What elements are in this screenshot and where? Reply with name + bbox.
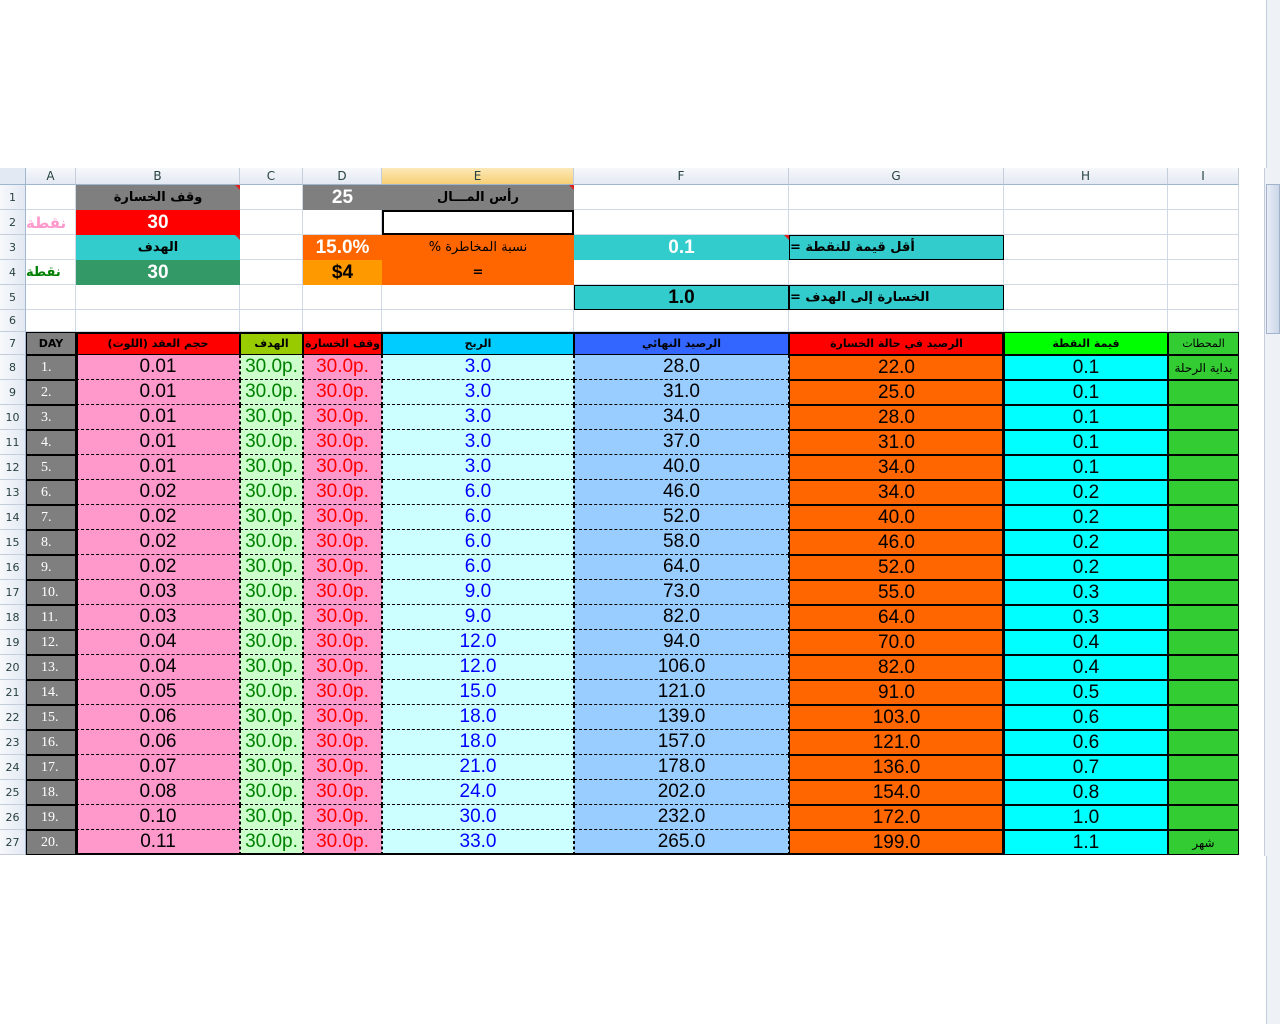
column-header-c[interactable]: C xyxy=(240,168,303,185)
profit-cell[interactable]: 3.0 xyxy=(382,355,574,380)
loss-balance-cell[interactable]: 70.0 xyxy=(789,630,1004,655)
point-value-cell[interactable]: 0.5 xyxy=(1004,680,1168,705)
loss-balance-cell[interactable]: 82.0 xyxy=(789,655,1004,680)
lot-size-cell[interactable]: 0.02 xyxy=(76,555,240,580)
target-label: الهدف xyxy=(76,235,240,260)
lot-size-cell[interactable]: 0.02 xyxy=(76,530,240,555)
row-header-26[interactable]: 26 xyxy=(0,805,26,830)
loss-balance-cell[interactable]: 52.0 xyxy=(789,555,1004,580)
day-cell[interactable]: 14. xyxy=(26,680,76,705)
grid-cell[interactable] xyxy=(303,285,382,310)
stop-loss-cell[interactable]: 30.0p. xyxy=(303,555,382,580)
lot-size-cell[interactable]: 0.08 xyxy=(76,780,240,805)
loss-balance-cell[interactable]: 136.0 xyxy=(789,755,1004,780)
grid-cell[interactable] xyxy=(1168,260,1239,285)
day-cell[interactable]: 2. xyxy=(26,380,76,405)
stop-loss-cell[interactable]: 30.0p. xyxy=(303,680,382,705)
stop-loss-cell[interactable]: 30.0p. xyxy=(303,780,382,805)
station-cell[interactable] xyxy=(1168,380,1239,405)
column-header-f[interactable]: F xyxy=(574,168,789,185)
target-cell[interactable]: 30.0p. xyxy=(240,580,303,605)
day-cell[interactable]: 15. xyxy=(26,705,76,730)
lot-size-cell[interactable]: 0.01 xyxy=(76,430,240,455)
lot-size-cell[interactable]: 0.06 xyxy=(76,730,240,755)
station-cell[interactable] xyxy=(1168,780,1239,805)
loss-balance-cell[interactable]: 199.0 xyxy=(789,830,1004,855)
day-cell[interactable]: 10. xyxy=(26,580,76,605)
profit-cell[interactable]: 24.0 xyxy=(382,780,574,805)
profit-cell[interactable]: 3.0 xyxy=(382,455,574,480)
grid-cell[interactable] xyxy=(1004,285,1168,310)
final-balance-cell[interactable]: 157.0 xyxy=(574,730,789,755)
profit-cell[interactable]: 33.0 xyxy=(382,830,574,855)
grid-cell[interactable] xyxy=(1168,185,1239,210)
grid-cell[interactable] xyxy=(240,260,303,285)
loss-balance-cell[interactable]: 103.0 xyxy=(789,705,1004,730)
min-point-value: 0.1 xyxy=(574,235,789,260)
stop-loss-cell[interactable]: 30.0p. xyxy=(303,755,382,780)
station-cell[interactable] xyxy=(1168,655,1239,680)
final-balance-cell[interactable]: 34.0 xyxy=(574,405,789,430)
target-points-input[interactable]: 30 xyxy=(76,260,240,285)
point-value-cell[interactable]: 0.4 xyxy=(1004,655,1168,680)
target-cell[interactable]: 30.0p. xyxy=(240,630,303,655)
final-balance-cell[interactable]: 265.0 xyxy=(574,830,789,855)
profit-cell[interactable]: 12.0 xyxy=(382,655,574,680)
loss-balance-cell[interactable]: 34.0 xyxy=(789,480,1004,505)
target-cell[interactable]: 30.0p. xyxy=(240,605,303,630)
day-cell[interactable]: 18. xyxy=(26,780,76,805)
loss-balance-cell[interactable]: 31.0 xyxy=(789,430,1004,455)
profit-cell[interactable]: 3.0 xyxy=(382,405,574,430)
station-cell[interactable] xyxy=(1168,405,1239,430)
day-cell[interactable]: 17. xyxy=(26,755,76,780)
final-balance-cell[interactable]: 121.0 xyxy=(574,680,789,705)
row-header-5[interactable]: 5 xyxy=(0,285,26,310)
day-cell[interactable]: 9. xyxy=(26,555,76,580)
point-value-cell[interactable]: 0.6 xyxy=(1004,705,1168,730)
station-cell[interactable] xyxy=(1168,680,1239,705)
row-header-20[interactable]: 20 xyxy=(0,655,26,680)
grid-cell[interactable] xyxy=(574,185,789,210)
profit-cell[interactable]: 18.0 xyxy=(382,730,574,755)
column-header-b[interactable]: B xyxy=(76,168,240,185)
target-cell[interactable]: 30.0p. xyxy=(240,405,303,430)
row-header-19[interactable]: 19 xyxy=(0,630,26,655)
profit-cell[interactable]: 6.0 xyxy=(382,555,574,580)
lot-size-cell[interactable]: 0.02 xyxy=(76,480,240,505)
loss-balance-cell[interactable]: 25.0 xyxy=(789,380,1004,405)
row-header-12[interactable]: 12 xyxy=(0,455,26,480)
profit-cell[interactable]: 12.0 xyxy=(382,630,574,655)
profit-cell[interactable]: 9.0 xyxy=(382,580,574,605)
day-cell[interactable]: 16. xyxy=(26,730,76,755)
grid-cell[interactable] xyxy=(303,310,382,332)
final-balance-cell[interactable]: 106.0 xyxy=(574,655,789,680)
target-cell[interactable]: 30.0p. xyxy=(240,380,303,405)
grid-cell[interactable] xyxy=(1168,310,1239,332)
final-balance-header: الرصيد النهائي xyxy=(574,332,789,355)
column-header-d[interactable]: D xyxy=(303,168,382,185)
station-cell[interactable] xyxy=(1168,580,1239,605)
stop-loss-cell[interactable]: 30.0p. xyxy=(303,355,382,380)
point-value-cell[interactable]: 0.7 xyxy=(1004,755,1168,780)
day-cell[interactable]: 3. xyxy=(26,405,76,430)
risk-percent-label: نسبة المخاطرة % xyxy=(382,235,574,260)
target-cell[interactable]: 30.0p. xyxy=(240,480,303,505)
stop-loss-header: وقف الخسارة xyxy=(303,332,382,355)
loss-balance-header: الرصيد في حالة الخسارة xyxy=(789,332,1004,355)
lot-size-cell[interactable]: 0.06 xyxy=(76,705,240,730)
stop-loss-cell[interactable]: 30.0p. xyxy=(303,530,382,555)
point-value-cell[interactable]: 0.4 xyxy=(1004,630,1168,655)
grid-cell[interactable] xyxy=(789,185,1004,210)
target-cell[interactable]: 30.0p. xyxy=(240,430,303,455)
loss-balance-cell[interactable]: 40.0 xyxy=(789,505,1004,530)
day-cell[interactable]: 11. xyxy=(26,605,76,630)
day-cell[interactable]: 13. xyxy=(26,655,76,680)
station-cell[interactable] xyxy=(1168,530,1239,555)
profit-cell[interactable]: 6.0 xyxy=(382,480,574,505)
day-cell[interactable]: 19. xyxy=(26,805,76,830)
target-cell[interactable]: 30.0p. xyxy=(240,455,303,480)
stop-loss-cell[interactable]: 30.0p. xyxy=(303,580,382,605)
stop-loss-cell[interactable]: 30.0p. xyxy=(303,805,382,830)
grid-cell[interactable] xyxy=(1168,210,1239,235)
profit-cell[interactable]: 9.0 xyxy=(382,605,574,630)
loss-balance-cell[interactable]: 22.0 xyxy=(789,355,1004,380)
point-value-cell[interactable]: 0.3 xyxy=(1004,605,1168,630)
select-all-corner[interactable] xyxy=(0,168,26,185)
profit-cell[interactable]: 21.0 xyxy=(382,755,574,780)
row-header-2[interactable]: 2 xyxy=(0,210,26,235)
grid-cell[interactable] xyxy=(26,185,76,210)
lot-size-cell[interactable]: 0.03 xyxy=(76,605,240,630)
grid-cell[interactable] xyxy=(1004,210,1168,235)
point-value-cell[interactable]: 0.1 xyxy=(1004,380,1168,405)
loss-balance-cell[interactable]: 64.0 xyxy=(789,605,1004,630)
column-header-g[interactable]: G xyxy=(789,168,1004,185)
loss-balance-cell[interactable]: 34.0 xyxy=(789,455,1004,480)
stop-loss-cell[interactable]: 30.0p. xyxy=(303,480,382,505)
day-header: DAY xyxy=(26,332,76,355)
station-cell[interactable] xyxy=(1168,430,1239,455)
final-balance-cell[interactable]: 31.0 xyxy=(574,380,789,405)
point-value-cell[interactable]: 0.1 xyxy=(1004,455,1168,480)
loss-balance-cell[interactable]: 46.0 xyxy=(789,530,1004,555)
profit-cell[interactable]: 15.0 xyxy=(382,680,574,705)
row-header-14[interactable]: 14 xyxy=(0,505,26,530)
row-header-23[interactable]: 23 xyxy=(0,730,26,755)
loss-balance-cell[interactable]: 91.0 xyxy=(789,680,1004,705)
profit-cell[interactable]: 18.0 xyxy=(382,705,574,730)
point-value-cell[interactable]: 0.1 xyxy=(1004,405,1168,430)
final-balance-cell[interactable]: 139.0 xyxy=(574,705,789,730)
row-header-27[interactable]: 27 xyxy=(0,830,26,855)
day-cell[interactable]: 20. xyxy=(26,830,76,855)
final-balance-cell[interactable]: 40.0 xyxy=(574,455,789,480)
point-value-cell[interactable]: 0.2 xyxy=(1004,480,1168,505)
row-header-24[interactable]: 24 xyxy=(0,755,26,780)
grid-cell[interactable] xyxy=(1168,235,1239,260)
grid-cell[interactable] xyxy=(240,185,303,210)
stop-loss-cell[interactable]: 30.0p. xyxy=(303,630,382,655)
point-value-cell[interactable]: 0.2 xyxy=(1004,505,1168,530)
loss-balance-cell[interactable]: 172.0 xyxy=(789,805,1004,830)
target-cell[interactable]: 30.0p. xyxy=(240,805,303,830)
scrollbar-thumb[interactable] xyxy=(1266,184,1280,334)
point-value-cell[interactable]: 1.0 xyxy=(1004,805,1168,830)
stop-loss-cell[interactable]: 30.0p. xyxy=(303,655,382,680)
point-value-cell[interactable]: 0.2 xyxy=(1004,555,1168,580)
row-header-15[interactable]: 15 xyxy=(0,530,26,555)
stop-loss-cell[interactable]: 30.0p. xyxy=(303,730,382,755)
stop-loss-label: وقف الخسارة xyxy=(76,185,240,210)
loss-to-target-label: الخسارة إلى الهدف = xyxy=(789,285,1004,310)
lot-size-cell[interactable]: 0.05 xyxy=(76,680,240,705)
target-cell[interactable]: 30.0p. xyxy=(240,655,303,680)
stop-loss-cell[interactable]: 30.0p. xyxy=(303,830,382,855)
stations-header: المحطات xyxy=(1168,332,1239,355)
lot-size-cell[interactable]: 0.04 xyxy=(76,655,240,680)
point-value-cell[interactable]: 0.2 xyxy=(1004,530,1168,555)
target-cell[interactable]: 30.0p. xyxy=(240,830,303,855)
grid-cell[interactable] xyxy=(382,285,574,310)
row-header-9[interactable]: 9 xyxy=(0,380,26,405)
station-cell[interactable] xyxy=(1168,555,1239,580)
day-cell[interactable]: 7. xyxy=(26,505,76,530)
risk-percent-input[interactable]: 15.0% xyxy=(303,235,382,260)
capital-input[interactable]: 25 xyxy=(303,185,382,210)
stop-loss-cell[interactable]: 30.0p. xyxy=(303,505,382,530)
profit-cell[interactable]: 6.0 xyxy=(382,505,574,530)
row-header-22[interactable]: 22 xyxy=(0,705,26,730)
grid-cell[interactable] xyxy=(76,310,240,332)
loss-to-target-ratio: 1.0 xyxy=(574,285,789,310)
profit-cell[interactable]: 6.0 xyxy=(382,530,574,555)
target-cell[interactable]: 30.0p. xyxy=(240,355,303,380)
profit-cell[interactable]: 30.0 xyxy=(382,805,574,830)
grid-cell[interactable] xyxy=(789,260,1004,285)
risk-amount-value: $4 xyxy=(303,260,382,285)
station-cell[interactable] xyxy=(1168,505,1239,530)
lot-size-cell[interactable]: 0.07 xyxy=(76,755,240,780)
final-balance-cell[interactable]: 94.0 xyxy=(574,630,789,655)
grid-cell[interactable] xyxy=(789,210,1004,235)
station-cell[interactable] xyxy=(1168,805,1239,830)
station-cell[interactable] xyxy=(1168,705,1239,730)
grid-cell[interactable] xyxy=(240,285,303,310)
final-balance-cell[interactable]: 178.0 xyxy=(574,755,789,780)
row-header-7[interactable]: 7 xyxy=(0,332,26,355)
row-header-21[interactable]: 21 xyxy=(0,680,26,705)
row-header-25[interactable]: 25 xyxy=(0,780,26,805)
stop-loss-cell[interactable]: 30.0p. xyxy=(303,405,382,430)
station-cell[interactable] xyxy=(1168,755,1239,780)
final-balance-cell[interactable]: 37.0 xyxy=(574,430,789,455)
row-header-6[interactable]: 6 xyxy=(0,310,26,332)
grid-cell[interactable] xyxy=(240,310,303,332)
lot-size-cell[interactable]: 0.01 xyxy=(76,380,240,405)
lot-size-cell[interactable]: 0.11 xyxy=(76,830,240,855)
column-header-i[interactable]: I xyxy=(1168,168,1239,185)
profit-cell[interactable]: 3.0 xyxy=(382,380,574,405)
final-balance-cell[interactable]: 52.0 xyxy=(574,505,789,530)
grid-cell[interactable] xyxy=(26,310,76,332)
grid-cell[interactable] xyxy=(1004,260,1168,285)
points-unit-label: نقطة xyxy=(26,213,67,232)
target-cell[interactable]: 30.0p. xyxy=(240,555,303,580)
stop-loss-cell[interactable]: 30.0p. xyxy=(303,455,382,480)
point-value-cell[interactable]: 0.8 xyxy=(1004,780,1168,805)
lot-size-header: حجم العقد (اللوت) xyxy=(76,332,240,355)
grid-cell[interactable] xyxy=(76,285,240,310)
loss-balance-cell[interactable]: 55.0 xyxy=(789,580,1004,605)
final-balance-cell[interactable]: 46.0 xyxy=(574,480,789,505)
grid-cell[interactable] xyxy=(1168,285,1239,310)
row-header-10[interactable]: 10 xyxy=(0,405,26,430)
top-window-edge xyxy=(1266,0,1280,168)
final-balance-cell[interactable]: 82.0 xyxy=(574,605,789,630)
column-header-a[interactable]: A xyxy=(26,168,76,185)
profit-header: الربح xyxy=(382,332,574,355)
column-header-e[interactable]: E xyxy=(382,168,574,185)
lot-size-cell[interactable]: 0.02 xyxy=(76,505,240,530)
day-cell[interactable]: 4. xyxy=(26,430,76,455)
final-balance-cell[interactable]: 73.0 xyxy=(574,580,789,605)
row-header-11[interactable]: 11 xyxy=(0,430,26,455)
grid-cell[interactable] xyxy=(26,285,76,310)
lot-size-cell[interactable]: 0.01 xyxy=(76,455,240,480)
points-unit-label: نقطة xyxy=(26,265,61,280)
final-balance-cell[interactable]: 202.0 xyxy=(574,780,789,805)
station-cell[interactable] xyxy=(1168,605,1239,630)
target-cell[interactable]: 30.0p. xyxy=(240,755,303,780)
final-balance-cell[interactable]: 28.0 xyxy=(574,355,789,380)
final-balance-cell[interactable]: 64.0 xyxy=(574,555,789,580)
profit-cell[interactable]: 3.0 xyxy=(382,430,574,455)
day-cell[interactable]: 8. xyxy=(26,530,76,555)
loss-balance-cell[interactable]: 154.0 xyxy=(789,780,1004,805)
capital-label: رأس المـــال xyxy=(382,185,574,210)
loss-balance-cell[interactable]: 121.0 xyxy=(789,730,1004,755)
target-cell[interactable]: 30.0p. xyxy=(240,680,303,705)
equals-label: = xyxy=(382,260,574,285)
point-value-header: قيمة النقطة xyxy=(1004,332,1168,355)
target-cell[interactable]: 30.0p. xyxy=(240,505,303,530)
point-value-cell[interactable]: 0.1 xyxy=(1004,430,1168,455)
station-cell[interactable] xyxy=(1168,630,1239,655)
row-header-3[interactable]: 3 xyxy=(0,235,26,260)
row-header-16[interactable]: 16 xyxy=(0,555,26,580)
row-header-13[interactable]: 13 xyxy=(0,480,26,505)
stop-loss-cell[interactable]: 30.0p. xyxy=(303,380,382,405)
target-cell[interactable]: 30.0p. xyxy=(240,780,303,805)
stop-loss-points-input[interactable]: 30 xyxy=(76,210,240,235)
point-value-cell[interactable]: 1.1 xyxy=(1004,830,1168,855)
lot-size-cell[interactable]: 0.01 xyxy=(76,405,240,430)
grid-cell[interactable] xyxy=(240,235,303,260)
grid-cell[interactable] xyxy=(574,260,789,285)
point-value-cell[interactable]: 0.3 xyxy=(1004,580,1168,605)
station-cell[interactable] xyxy=(1168,730,1239,755)
loss-balance-cell[interactable]: 28.0 xyxy=(789,405,1004,430)
station-cell[interactable] xyxy=(1168,480,1239,505)
min-point-value-label: أقل قيمة للنقطة = xyxy=(789,235,1004,260)
vertical-scrollbar[interactable] xyxy=(1264,168,1280,856)
active-cell-e2[interactable] xyxy=(382,210,574,235)
grid-cell[interactable] xyxy=(382,310,574,332)
lot-size-cell[interactable]: 0.10 xyxy=(76,805,240,830)
bottom-window-edge xyxy=(1266,856,1280,1024)
lot-size-cell[interactable]: 0.03 xyxy=(76,580,240,605)
final-balance-cell[interactable]: 58.0 xyxy=(574,530,789,555)
grid-cell[interactable] xyxy=(1004,235,1168,260)
target-header: الهدف xyxy=(240,332,303,355)
grid-cell[interactable] xyxy=(240,210,303,235)
stop-loss-cell[interactable]: 30.0p. xyxy=(303,430,382,455)
row-header-18[interactable]: 18 xyxy=(0,605,26,630)
day-cell[interactable]: 6. xyxy=(26,480,76,505)
lot-size-cell[interactable]: 0.01 xyxy=(76,355,240,380)
final-balance-cell[interactable]: 232.0 xyxy=(574,805,789,830)
target-cell[interactable]: 30.0p. xyxy=(240,730,303,755)
column-header-h[interactable]: H xyxy=(1004,168,1168,185)
row-header-8[interactable]: 8 xyxy=(0,355,26,380)
grid-cell[interactable] xyxy=(789,310,1004,332)
row-header-1[interactable]: 1 xyxy=(0,185,26,210)
lot-size-cell[interactable]: 0.04 xyxy=(76,630,240,655)
grid-cell[interactable] xyxy=(303,210,382,235)
stop-loss-cell[interactable]: 30.0p. xyxy=(303,605,382,630)
grid-cell[interactable] xyxy=(1004,185,1168,210)
day-cell[interactable]: 5. xyxy=(26,455,76,480)
row-header-4[interactable]: 4 xyxy=(0,260,26,285)
day-cell[interactable]: 12. xyxy=(26,630,76,655)
point-value-cell[interactable]: 0.1 xyxy=(1004,355,1168,380)
point-value-cell[interactable]: 0.6 xyxy=(1004,730,1168,755)
grid-cell[interactable] xyxy=(1004,310,1168,332)
station-cell[interactable]: شهر xyxy=(1168,830,1239,855)
grid-cell[interactable] xyxy=(574,210,789,235)
stop-loss-cell[interactable]: 30.0p. xyxy=(303,705,382,730)
day-cell[interactable]: 1. xyxy=(26,355,76,380)
target-cell[interactable]: 30.0p. xyxy=(240,530,303,555)
grid-cell[interactable] xyxy=(26,235,76,260)
target-cell[interactable]: 30.0p. xyxy=(240,705,303,730)
station-cell[interactable] xyxy=(1168,455,1239,480)
grid-cell[interactable] xyxy=(574,310,789,332)
station-cell[interactable]: بداية الرحلة xyxy=(1168,355,1239,380)
row-header-17[interactable]: 17 xyxy=(0,580,26,605)
